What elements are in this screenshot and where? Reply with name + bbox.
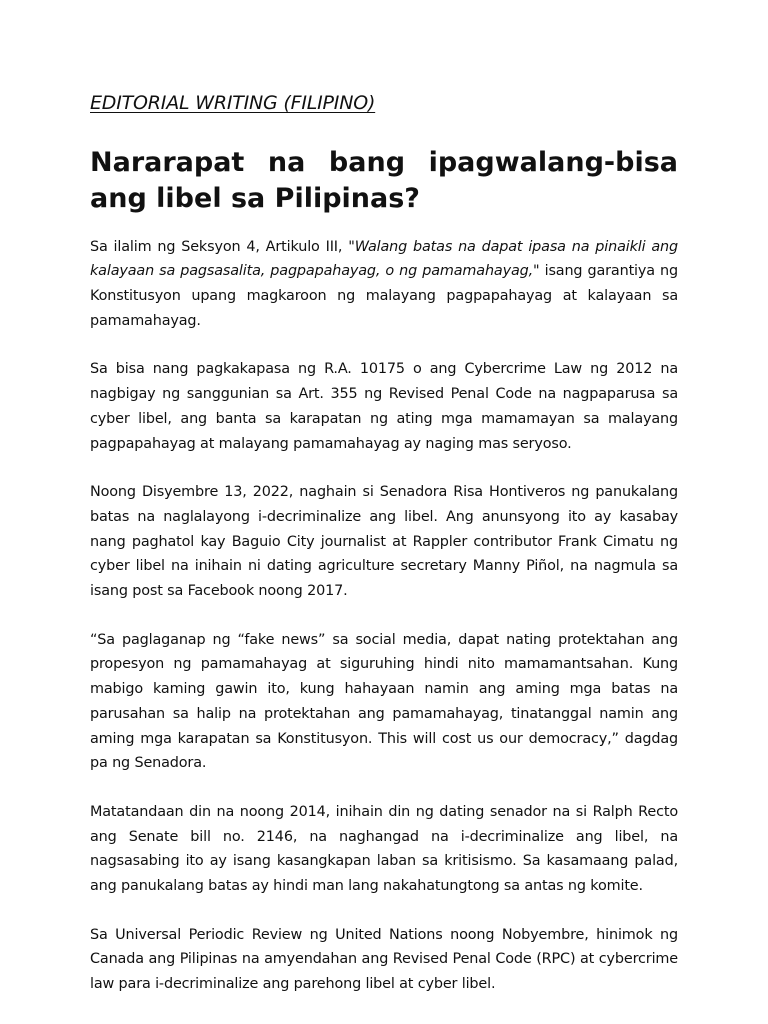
paragraph-1-lead: Sa ilalim ng Seksyon 4, Artikulo III,: [90, 238, 349, 255]
paragraph-4: “Sa paglaganap ng “fake news” sa social media, dapat nating protektahan ang propesyon ng pamamahayag at siguruhing hindi nito mamamantsahan. Kung mabigo kaming gawin ito, kung hahayaan namin ang aming mga batas na parusahan sa halip na protektahan ang pamamahayag, tinatanggal namin ang aming mga karapatan sa Konstitusyon. This will cost us our democracy,” dagdag pa ng Senadora.: [90, 631, 678, 772]
paragraph-1-tail: isang garantiya ng Konstitusyon upang magkaroon ng malayang pagpapahayag at kalayaan sa pamamahayag.: [90, 263, 678, 329]
paragraph-6: Sa Universal Periodic Review ng United Nations noong Nobyembre, hinimok ng Canada ang Pilipinas na amyendahan ang Revised Penal Code (RPC) at cybercrime law para i-decriminalize ang parehong libel at cyber libel.: [90, 926, 678, 993]
paragraph-1-quote: "Walang batas na dapat ipasa na pinaikli ang kalayaan sa pagsasalita, pagpapahayag, o ng pamamahayag,": [90, 238, 679, 280]
paragraph-2: Sa bisa nang pagkakapasa ng R.A. 10175 o ang Cybercrime Law ng 2012 na nagbigay ng sanggunian sa Art. 355 ng Revised Penal Code na nagpaparusa sa cyber libel, ang banta sa karapatan ng ating mga mamamayan sa malayang pagpapahayag at malayang pamamahayag ay naging mas seryoso.: [90, 361, 678, 452]
paragraph-1: [90, 235, 678, 334]
document-page: [90, 92, 678, 997]
paragraph-3: Noong Disyembre 13, 2022, naghain si Senadora Risa Hontiveros ng panukalang batas na naglalayong i-decriminalize ang libel. Ang anunsyong ito ay kasabay nang paghatol kay Baguio City journalist at Rappler contributor Frank Cimatu ng cyber libel na inihain ni dating agriculture secretary Manny Piñol, na nagmula sa isang post sa Facebook noong 2017.: [90, 484, 678, 600]
paragraph-5: Matatandaan din na noong 2014, inihain din ng dating senador na si Ralph Recto ang Senate bill no. 2146, na naghangad na i-decriminalize ang libel, na nagsasabing ito ay isang kasangkapan laban sa kritisismo. Sa kasamaang palad, ang panukalang batas ay hindi man lang nakahatungtong sa antas ng komite.: [90, 803, 678, 895]
headline: Nararapat na bang ipagwalang-bisa ang libel sa Pilipinas?: [90, 146, 678, 214]
section-label: EDITORIAL WRITING (FILIPINO): [90, 92, 376, 114]
